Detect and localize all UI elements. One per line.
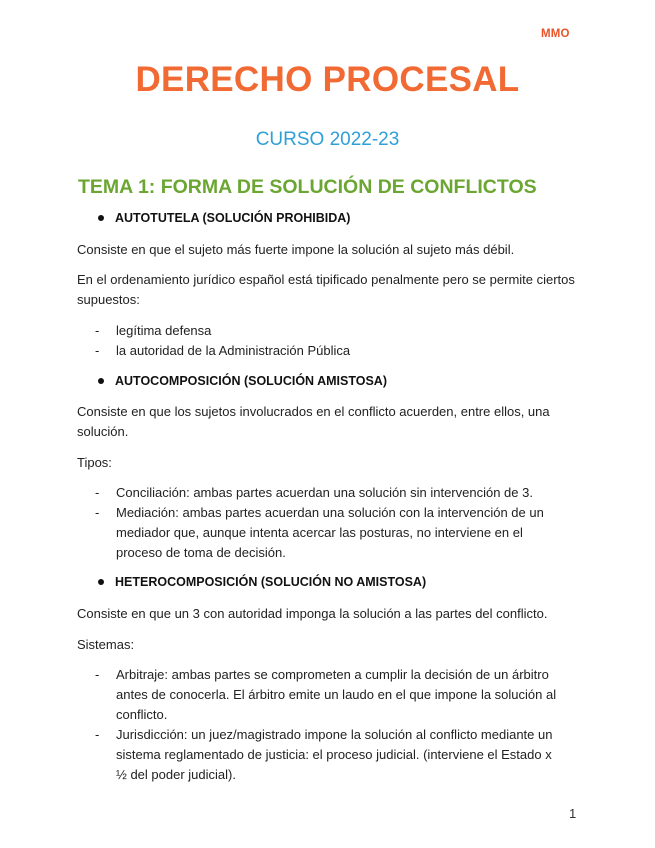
list-item <box>95 665 565 725</box>
list-item-text: legítima defensa <box>116 323 212 338</box>
list-item-text: la autoridad de la Administración Pública <box>116 343 351 358</box>
dash-marker: - <box>95 323 100 338</box>
tema-heading: TEMA 1: FORMA DE SOLUCIÓN DE CONFLICTOS <box>78 176 537 198</box>
list-item <box>95 503 565 563</box>
list-item <box>95 321 555 341</box>
course-subtitle: CURSO 2022-23 <box>255 129 400 150</box>
section-heading-text: AUTOCOMPOSICIÓN (SOLUCIÓN AMISTOSA) <box>115 374 387 388</box>
paragraph: Consiste en que un 3 con autoridad imponga la solución a las partes del conflicto. <box>77 606 548 621</box>
paragraph: Sistemas: <box>77 637 135 652</box>
section-heading-heterocomposicion <box>98 575 426 589</box>
section-heading-autocomposicion <box>98 374 387 388</box>
paragraph: En el ordenamiento jurídico español está tipificado penalmente pero se permite ciertos <box>77 272 575 287</box>
paragraph: supuestos: <box>77 292 140 307</box>
section-heading-autotutela <box>98 211 350 225</box>
author-initials: MMO <box>541 28 570 40</box>
bullet-icon <box>98 378 104 384</box>
paragraph: Consiste en que el sujeto más fuerte impone la solución al sujeto más débil. <box>77 242 515 257</box>
dash-marker: - <box>95 667 100 682</box>
section-heading-text: AUTOTUTELA (SOLUCIÓN PROHIBIDA) <box>115 211 351 225</box>
list-item-text: Arbitraje: ambas partes se comprometen a cumplir la decisión de un árbitro antes de conocerla. El árbitro emite un laudo en el que impone la solución al conflicto. <box>116 667 557 722</box>
list-item-text: Mediación: ambas partes acuerdan una solución con la intervención de un mediador que, aunque intenta acercar las posturas, no interviene en el proceso de toma de decisión. <box>116 505 544 560</box>
paragraph: solución. <box>77 424 129 439</box>
list-item-text: Jurisdicción: un juez/magistrado impone la solución al conflicto mediante un sistema reglamentado de justicia: el proceso judicial. (interviene el Estado x ½ del poder judicial). <box>116 727 553 782</box>
dash-marker: - <box>95 485 100 500</box>
list-item <box>95 341 555 361</box>
bullet-icon <box>98 579 104 585</box>
document-title: DERECHO PROCESAL <box>135 60 520 99</box>
section-heading-text: HETEROCOMPOSICIÓN (SOLUCIÓN NO AMISTOSA) <box>115 575 427 589</box>
dash-marker: - <box>95 505 100 520</box>
list-item <box>95 725 565 785</box>
dash-marker: - <box>95 727 100 742</box>
list-item <box>95 483 555 503</box>
page-number: 1 <box>569 806 577 821</box>
list-item-text: Conciliación: ambas partes acuerdan una solución sin intervención de 3. <box>116 485 533 500</box>
bullet-icon <box>98 215 104 221</box>
paragraph: Consiste en que los sujetos involucrados en el conflicto acuerden, entre ellos, una <box>77 404 550 419</box>
paragraph: Tipos: <box>77 455 112 470</box>
dash-marker: - <box>95 343 100 358</box>
